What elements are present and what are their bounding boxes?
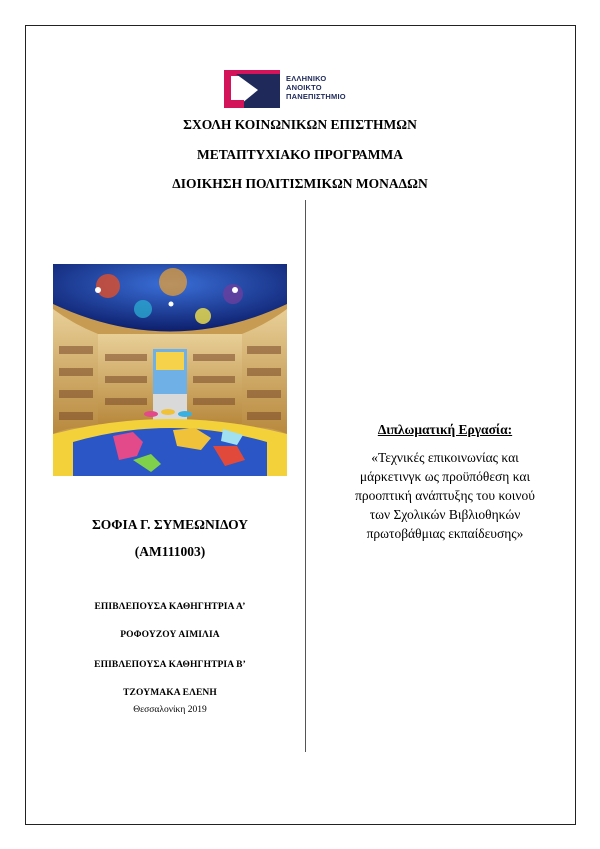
- school-heading: ΣΧΟΛΗ ΚΟΙΝΩΝΙΚΩΝ ΕΠΙΣΤΗΜΩΝ: [183, 117, 417, 132]
- thesis-title-line-2: μάρκετινγκ ως προϋπόθεση και: [359, 469, 531, 484]
- specialization-heading: ΔΙΟΙΚΗΣΗ ΠΟΛΙΤΙΣΜΙΚΩΝ ΜΟΝΑΔΩΝ: [172, 176, 428, 191]
- thesis-title-line-5: πρωτοβάθμιας εκπαίδευσης»: [366, 526, 524, 541]
- supervisor-b-name: ΤΖΟΥΜΑΚΑ ΕΛΕΝΗ: [123, 688, 217, 698]
- logo-wordmark: [286, 74, 346, 101]
- thesis-label: Διπλωματική Εργασία:: [377, 422, 513, 437]
- program-heading: ΜΕΤΑΠΤΥΧΙΑΚΟ ΠΡΟΓΡΑΜΜΑ: [196, 147, 404, 162]
- supervisor-b-label: ΕΠΙΒΛΕΠΟΥΣΑ ΚΑΘΗΓΗΤΡΙΑ Β’: [94, 660, 246, 670]
- supervisor-a-name: ΡΟΦΟΥΖΟΥ ΑΙΜΙΛΙΑ: [120, 630, 220, 640]
- university-logo: [224, 70, 376, 110]
- place-date: Θεσσαλονίκη 2019: [133, 705, 207, 715]
- logo-mark-icon: [224, 70, 284, 110]
- thesis-title-line-3: προοπτική ανάπτυξης του κοινού: [355, 488, 535, 503]
- thesis-title-line-1: «Τεχνικές επικοινωνίας και: [371, 450, 519, 465]
- logo-line-3: ΠΑΝΕΠΙΣΤΗΜΙΟ: [286, 92, 346, 101]
- logo-line-1: ΕΛΛΗΝΙΚΟ: [286, 74, 327, 83]
- logo-line-2: ΑΝΟΙΚΤΟ: [286, 83, 322, 92]
- thesis-title: [318, 448, 572, 543]
- column-divider: [305, 200, 306, 752]
- library-photo: [53, 264, 287, 476]
- author-name: ΣΟΦΙΑ Γ. ΣΥΜΕΩΝΙΔΟΥ: [91, 517, 249, 532]
- author-id: (ΑΜ111003): [134, 544, 206, 559]
- supervisor-a-label: ΕΠΙΒΛΕΠΟΥΣΑ ΚΑΘΗΓΗΤΡΙΑ Α’: [94, 602, 246, 612]
- thesis-title-line-4: των Σχολικών Βιβλιοθηκών: [369, 507, 521, 522]
